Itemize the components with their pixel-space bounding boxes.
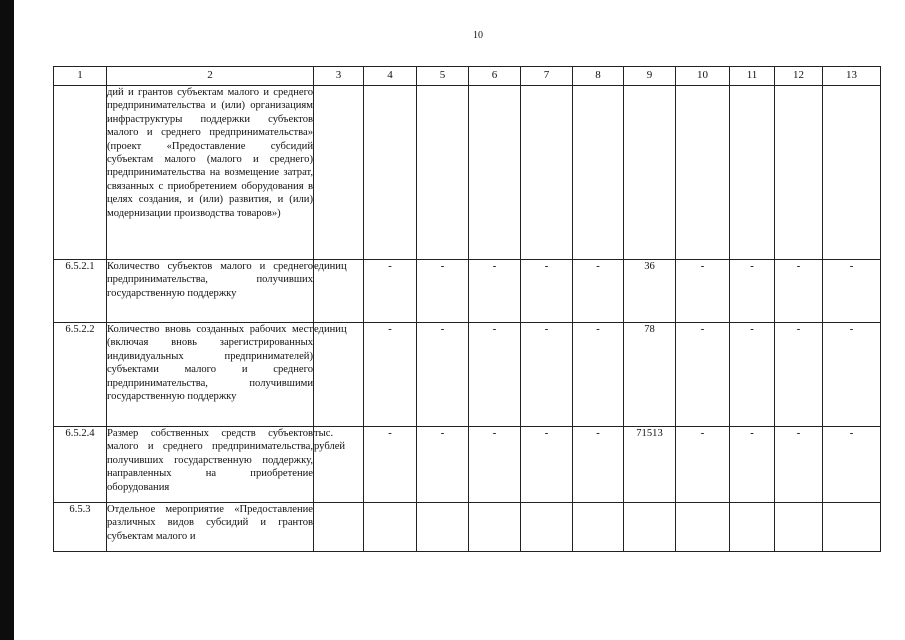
value-cell: - [775, 427, 823, 503]
value-cell [573, 86, 624, 260]
value-cell: - [521, 323, 573, 427]
row-code [54, 86, 107, 260]
value-cell: - [573, 260, 624, 323]
column-header: 3 [314, 67, 364, 86]
value-cell: - [775, 323, 823, 427]
value-cell: - [469, 427, 521, 503]
column-header: 8 [573, 67, 624, 86]
column-header: 1 [54, 67, 107, 86]
value-cell: - [469, 260, 521, 323]
value-cell [521, 86, 573, 260]
row-code: 6.5.2.1 [54, 260, 107, 323]
value-cell: - [521, 427, 573, 503]
column-header: 4 [364, 67, 417, 86]
table-row [54, 323, 881, 427]
row-unit [314, 503, 364, 552]
value-cell [573, 503, 624, 552]
row-description: Размер собственных средств субъектов малого и среднего предпринимательства, получивших государственную поддержку, направленных на приобретение оборудования [107, 427, 314, 503]
value-cell: - [775, 260, 823, 323]
table-row [54, 260, 881, 323]
value-cell [730, 86, 775, 260]
table-row [54, 86, 881, 260]
value-cell [521, 503, 573, 552]
row-code: 6.5.2.2 [54, 323, 107, 427]
value-cell: - [364, 427, 417, 503]
value-cell: - [469, 323, 521, 427]
row-description: Количество субъектов малого и среднего предпринимательства, получивших государственную поддержку [107, 260, 314, 323]
value-cell: - [573, 323, 624, 427]
column-header: 9 [624, 67, 676, 86]
page-number: 10 [473, 30, 483, 41]
value-cell: - [823, 427, 881, 503]
value-cell: - [676, 323, 730, 427]
column-header: 6 [469, 67, 521, 86]
column-header: 10 [676, 67, 730, 86]
value-cell: - [364, 323, 417, 427]
row-description: Отдельное мероприятие «Предоставление различных видов субсидий и грантов субъектам малого и [107, 503, 314, 552]
value-cell: - [417, 427, 469, 503]
row-description: дий и грантов субъектам малого и среднего предпринимательства и (или) организациям инфраструктуры поддержки субъектов малого и среднего предпринимательства» (проект «Предоставление субсидий субъектам малого (малого и среднего) предпринимательства на возмещение затрат, связанных с приобретением оборудования в целях создания, и (или) развития, и (или) модернизации производства товаров») [107, 86, 314, 260]
value-cell: - [364, 260, 417, 323]
column-header: 13 [823, 67, 881, 86]
value-cell [676, 86, 730, 260]
value-cell [469, 503, 521, 552]
column-header: 2 [107, 67, 314, 86]
value-cell: 36 [624, 260, 676, 323]
value-cell [364, 86, 417, 260]
value-cell: - [676, 260, 730, 323]
value-cell [775, 503, 823, 552]
value-cell: - [823, 260, 881, 323]
value-cell: - [417, 260, 469, 323]
table-row [54, 427, 881, 503]
column-header: 12 [775, 67, 823, 86]
value-cell: 71513 [624, 427, 676, 503]
value-cell [676, 503, 730, 552]
row-unit: единиц [314, 260, 364, 323]
row-unit [314, 86, 364, 260]
row-unit: единиц [314, 323, 364, 427]
value-cell [823, 86, 881, 260]
value-cell: - [676, 427, 730, 503]
value-cell [624, 86, 676, 260]
row-unit: тыс. рублей [314, 427, 364, 503]
value-cell [624, 503, 676, 552]
row-code: 6.5.3 [54, 503, 107, 552]
data-table [53, 66, 881, 552]
value-cell: - [730, 260, 775, 323]
row-code: 6.5.2.4 [54, 427, 107, 503]
row-description: Количество вновь созданных рабочих мест (включая вновь зарегистрированных индивидуальных предпринимателей) субъектами малого и среднего предпринимательства, получившими государственную поддержку [107, 323, 314, 427]
value-cell: - [573, 427, 624, 503]
column-header: 5 [417, 67, 469, 86]
value-cell [823, 503, 881, 552]
value-cell [730, 503, 775, 552]
value-cell: - [521, 260, 573, 323]
value-cell [417, 503, 469, 552]
column-number-row [54, 67, 881, 86]
value-cell: - [730, 427, 775, 503]
value-cell [469, 86, 521, 260]
table-row [54, 503, 881, 552]
scan-edge [0, 0, 14, 640]
value-cell: 78 [624, 323, 676, 427]
column-header: 11 [730, 67, 775, 86]
value-cell [364, 503, 417, 552]
value-cell [775, 86, 823, 260]
value-cell: - [823, 323, 881, 427]
value-cell: - [730, 323, 775, 427]
value-cell: - [417, 323, 469, 427]
column-header: 7 [521, 67, 573, 86]
value-cell [417, 86, 469, 260]
